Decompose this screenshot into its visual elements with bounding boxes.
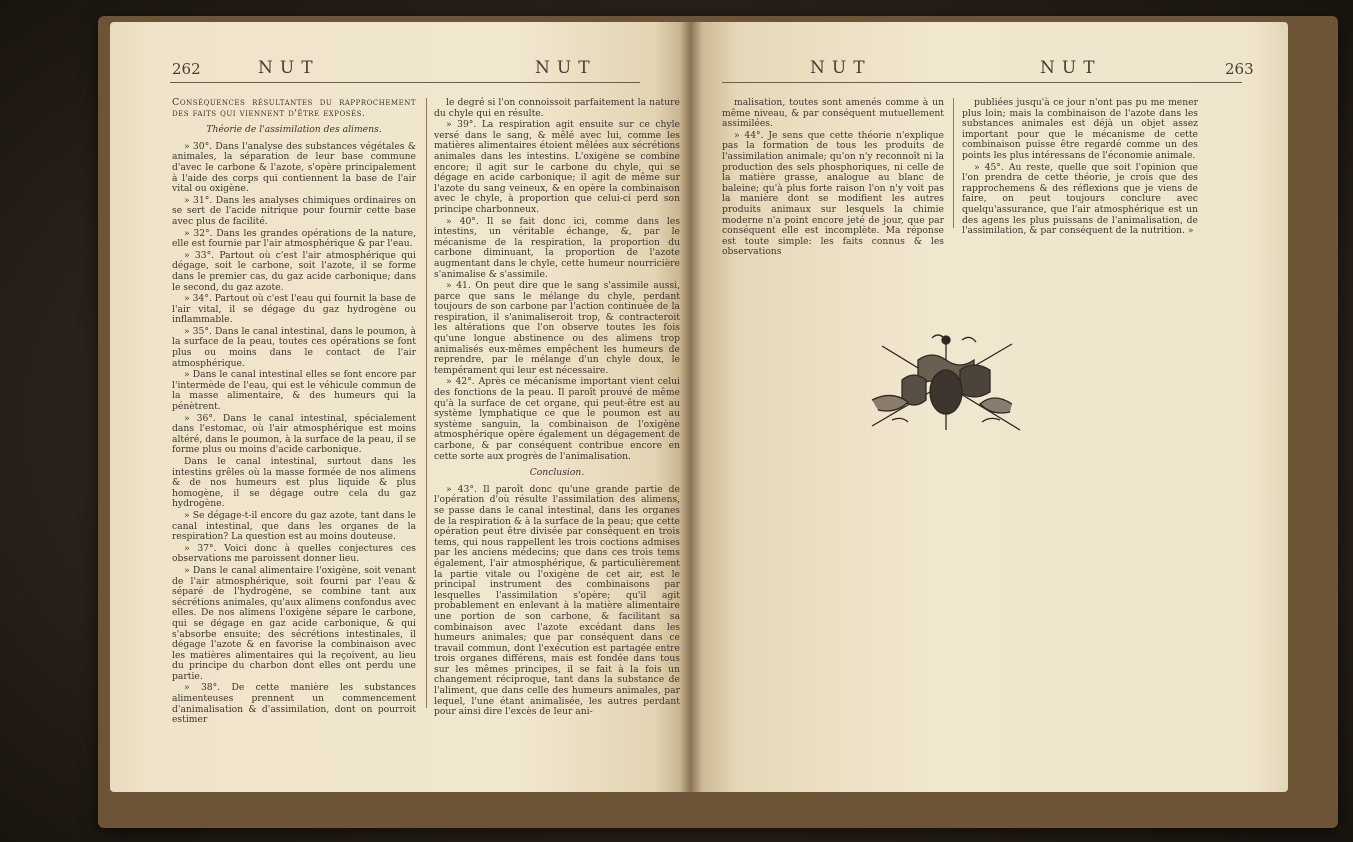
header-rule-right bbox=[722, 82, 1242, 83]
page-number-left: 262 bbox=[172, 60, 201, 78]
paragraph: publiées jusqu'à ce jour n'ont pas pu me mener plus loin; mais la combinaison de l'azote dans les substances animales est déjà un objet assez important pour que le mécanisme de cette combinaison puisse être regardé comme un des points les plus intéressans de l'économie animale. bbox=[962, 97, 1198, 161]
paragraph: le degré si l'on connoissoit parfaitement la nature du chyle qui en résulte. bbox=[434, 97, 680, 119]
column-rule-right bbox=[953, 98, 954, 228]
paragraph: » 30°. Dans l'analyse des substances végétales & animales, la séparation de leur base commune d'avec le carbone & l'azote, s'opère principalement à l'aide des corps qui contiennent la base de l'air vital ou oxigène. bbox=[172, 140, 416, 195]
page-number-right: 263 bbox=[1225, 60, 1254, 78]
left-column-1 bbox=[172, 98, 416, 727]
right-column-1 bbox=[722, 98, 944, 259]
header-rule-left bbox=[170, 82, 640, 83]
paragraph: » 32°. Dans les grandes opérations de la nature, elle est fournie par l'air atmosphérique & par l'eau. bbox=[172, 227, 416, 250]
paragraph: malisation, toutes sont amenés comme à un même niveau, & par conséquent mutuellement assimilées. bbox=[722, 97, 944, 130]
paragraph: » 37°. Voici donc à quelles conjectures ces observations me paroissent donner lieu. bbox=[172, 542, 416, 565]
column-rule-left bbox=[426, 98, 427, 708]
left-page bbox=[110, 22, 690, 792]
paragraph: » 44°. Je sens que cette théorie n'explique pas la formation de tous les produits de l'assimilation animale; qu'on n'y reconnoît ni la production des sels phosphoriques, ni celle de la matière grasse, analogue au blanc de baleine; qu'à plus forte raison l'on n'y voit pas la manière dont se modifient les autres produits animaux sur lesquels la chimie moderne n'a point encore jeté de jour, que par conséquent elle est incomplète. Ma réponse est toute simple: les faits connus & les observations bbox=[722, 129, 944, 258]
paragraph: » Dans le canal alimentaire l'oxigène, soit venant de l'air atmosphérique, soit fourni par l'eau & séparé de l'hydrogène, se combine tant aux sécrétions animales, qu'aux alimens confondus avec elles. De nos alimens l'oxigène sépare le carbone, qui se dégage en gaz acide carbonique, & qui s'absorbe ensuite; des sécrétions intestinales, il dégage l'azote & en favorise la combinaison avec les matières alimentaires qui la reçoivent, au lieu du principe du charbon dont elles ont perdu une partie. bbox=[172, 564, 416, 682]
section-subheading: Théorie de l'assimilation des alimens. bbox=[206, 124, 382, 136]
paragraph: » Se dégage-t-il encore du gaz azote, tant dans le canal intestinal, que dans les organes de la respiration? La question est au moins douteuse. bbox=[172, 509, 416, 543]
right-column-2 bbox=[962, 98, 1198, 238]
paragraph: » Dans le canal intestinal elles se font encore par l'intermède de l'eau, qui est le véhicule commun de la masse alimentaire, & des humeurs qui la pénètrent. bbox=[172, 369, 416, 413]
paragraph: » 43°. Il paroît donc qu'une grande partie de l'opération d'où résulte l'assimilation des alimens, se passe dans le canal intestinal, dans les organes de la respiration & à la surface de la peau; que cette opération peut être divisée par conséquent en trois tems, qui nous rappellent les trois coctions admises par les anciens médecins; que dans ces trois tems également, l'air atmosphérique, & particulièrement la partie vitale ou l'oxigène de cet air, est le principal instrument des combinaisons par lesquelles l'assimilation s'opère; qu'il agit probablement en enlevant à la matière alimentaire une portion de son carbone, & facilitant sa combinaison avec l'azote excédant dans les humeurs animales; que par conséquent dans ce travail commun, dont l'exécution est partagée entre trois organes différens, mais est fondée dans tous sur les mêmes principes, il se fait à la fois un changement réciproque, tant dans la substance de l'aliment, que dans celle des humeurs animales, par lequel, l'une étant animalisée, les autres perdant pour ainsi dire l'excès de leur ani- bbox=[434, 483, 680, 718]
paragraph: » 34°. Partout où c'est l'eau qui fournit la base de l'air vital, il se dégage du gaz hydrogène ou inflammable. bbox=[172, 293, 416, 326]
book-gutter bbox=[680, 22, 702, 792]
paragraph: » 38°. De cette manière les substances alimenteuses prennent un commencement d'animalisation & d'assimilation, dont on pourroit estimer bbox=[172, 682, 416, 726]
paragraph: » 36°. Dans le canal intestinal, spécialement dans l'estomac, où l'air atmosphérique est moins altéré, dans le poumon, à la surface de la peau, il se forme plus ou moins d'acide carbonique. bbox=[172, 412, 416, 456]
running-head-right-col1: NUT bbox=[810, 58, 872, 78]
paragraph: » 40°. Il se fait donc ici, comme dans les intestins, un véritable échange, &, par le mécanisme de la respiration, la proportion du carbone diminuant, la proportion de l'azote augmentant dans le chyle, cette humeur nourricière s'animalise & s'assimile. bbox=[434, 215, 680, 280]
ornament-trophy-icon bbox=[862, 330, 1030, 440]
paragraph: » 42°. Après ce mécanisme important vient celui des fonctions de la peau. Il paroît prouvé de même qu'à la surface de cet organe, qui peut-être est au système lymphatique ce que le poumon est au système sanguin, la combinaison de l'oxigène atmosphérique opère également un dégagement de carbone, & par conséquent contribue encore en cette sorte aux progrès de l'animalisation. bbox=[434, 376, 680, 462]
running-head-right: NUT bbox=[1040, 58, 1102, 78]
paragraph: » 31°. Dans les analyses chimiques ordinaires on se sert de l'acide nitrique pour fournir cette base avec plus de facilité. bbox=[172, 194, 416, 227]
paragraph: Dans le canal intestinal, surtout dans les intestins grêles où la masse formée de nos alimens & de nos humeurs est plus liquide & plus homogène, il se dégage outre cela du gaz hydrogène. bbox=[172, 456, 416, 510]
paragraph: » 45°. Au reste, quelle que soit l'opinion que l'on prendra de cette théorie, je crois que des rapprochemens & des réflexions que je viens de faire, on peut toujours conclure avec quelqu'assurance, que l'air atmosphérique est un des agens les plus puissans de l'animalisation, de l'assimilation, & par conséquent de la nutrition. » bbox=[962, 161, 1198, 237]
running-head-left: NUT bbox=[258, 58, 320, 78]
paragraph: » 39°. La respiration agit ensuite sur ce chyle versé dans le sang, & mêlé avec lui, comme les matières alimentaires étoient mêlées aux sécrétions animales dans les intestins. L'oxigène se combine encore; il agit sur le carbone du chyle, qui se dégage en acide carbonique; il agit de même sur l'azote du sang veineux, & en opère la combinaison avec le chyle, à proportion que celui-ci perd son principe charbonneux. bbox=[434, 119, 680, 215]
conclusion-title: Conclusion. bbox=[529, 467, 585, 479]
paragraph: » 33°. Partout où c'est l'air atmosphérique qui dégage, soit le carbone, soit l'azote, il se forme dans le premier cas, du gaz acide carbonique; dans le second, du gaz azote. bbox=[172, 249, 416, 293]
paragraph: » 41. On peut dire que le sang s'assimile aussi, parce que sans le mélange du chyle, perdant toujours de son carbone par l'action continuée de la respiration, il s'animaliseroit trop, & contracteroit les altérations que l'on observe toutes les fois qu'une longue abstinence ou des alimens trop animalisés eux-mêmes empêchent les humeurs de reprendre, par le mélange d'un chyle doux, le tempérament qui leur est nécessaire. bbox=[434, 280, 680, 376]
left-column-2 bbox=[434, 98, 680, 719]
section-heading: Conséquences résultantes du rapprochement des faits qui viennent d'être exposés. bbox=[172, 97, 416, 119]
paragraph: » 35°. Dans le canal intestinal, dans le poumon, à la surface de la peau, toutes ces opérations se font plus ou moins dans le contact de l'air atmosphérique. bbox=[172, 325, 416, 369]
running-head-left-col2: NUT bbox=[535, 58, 597, 78]
